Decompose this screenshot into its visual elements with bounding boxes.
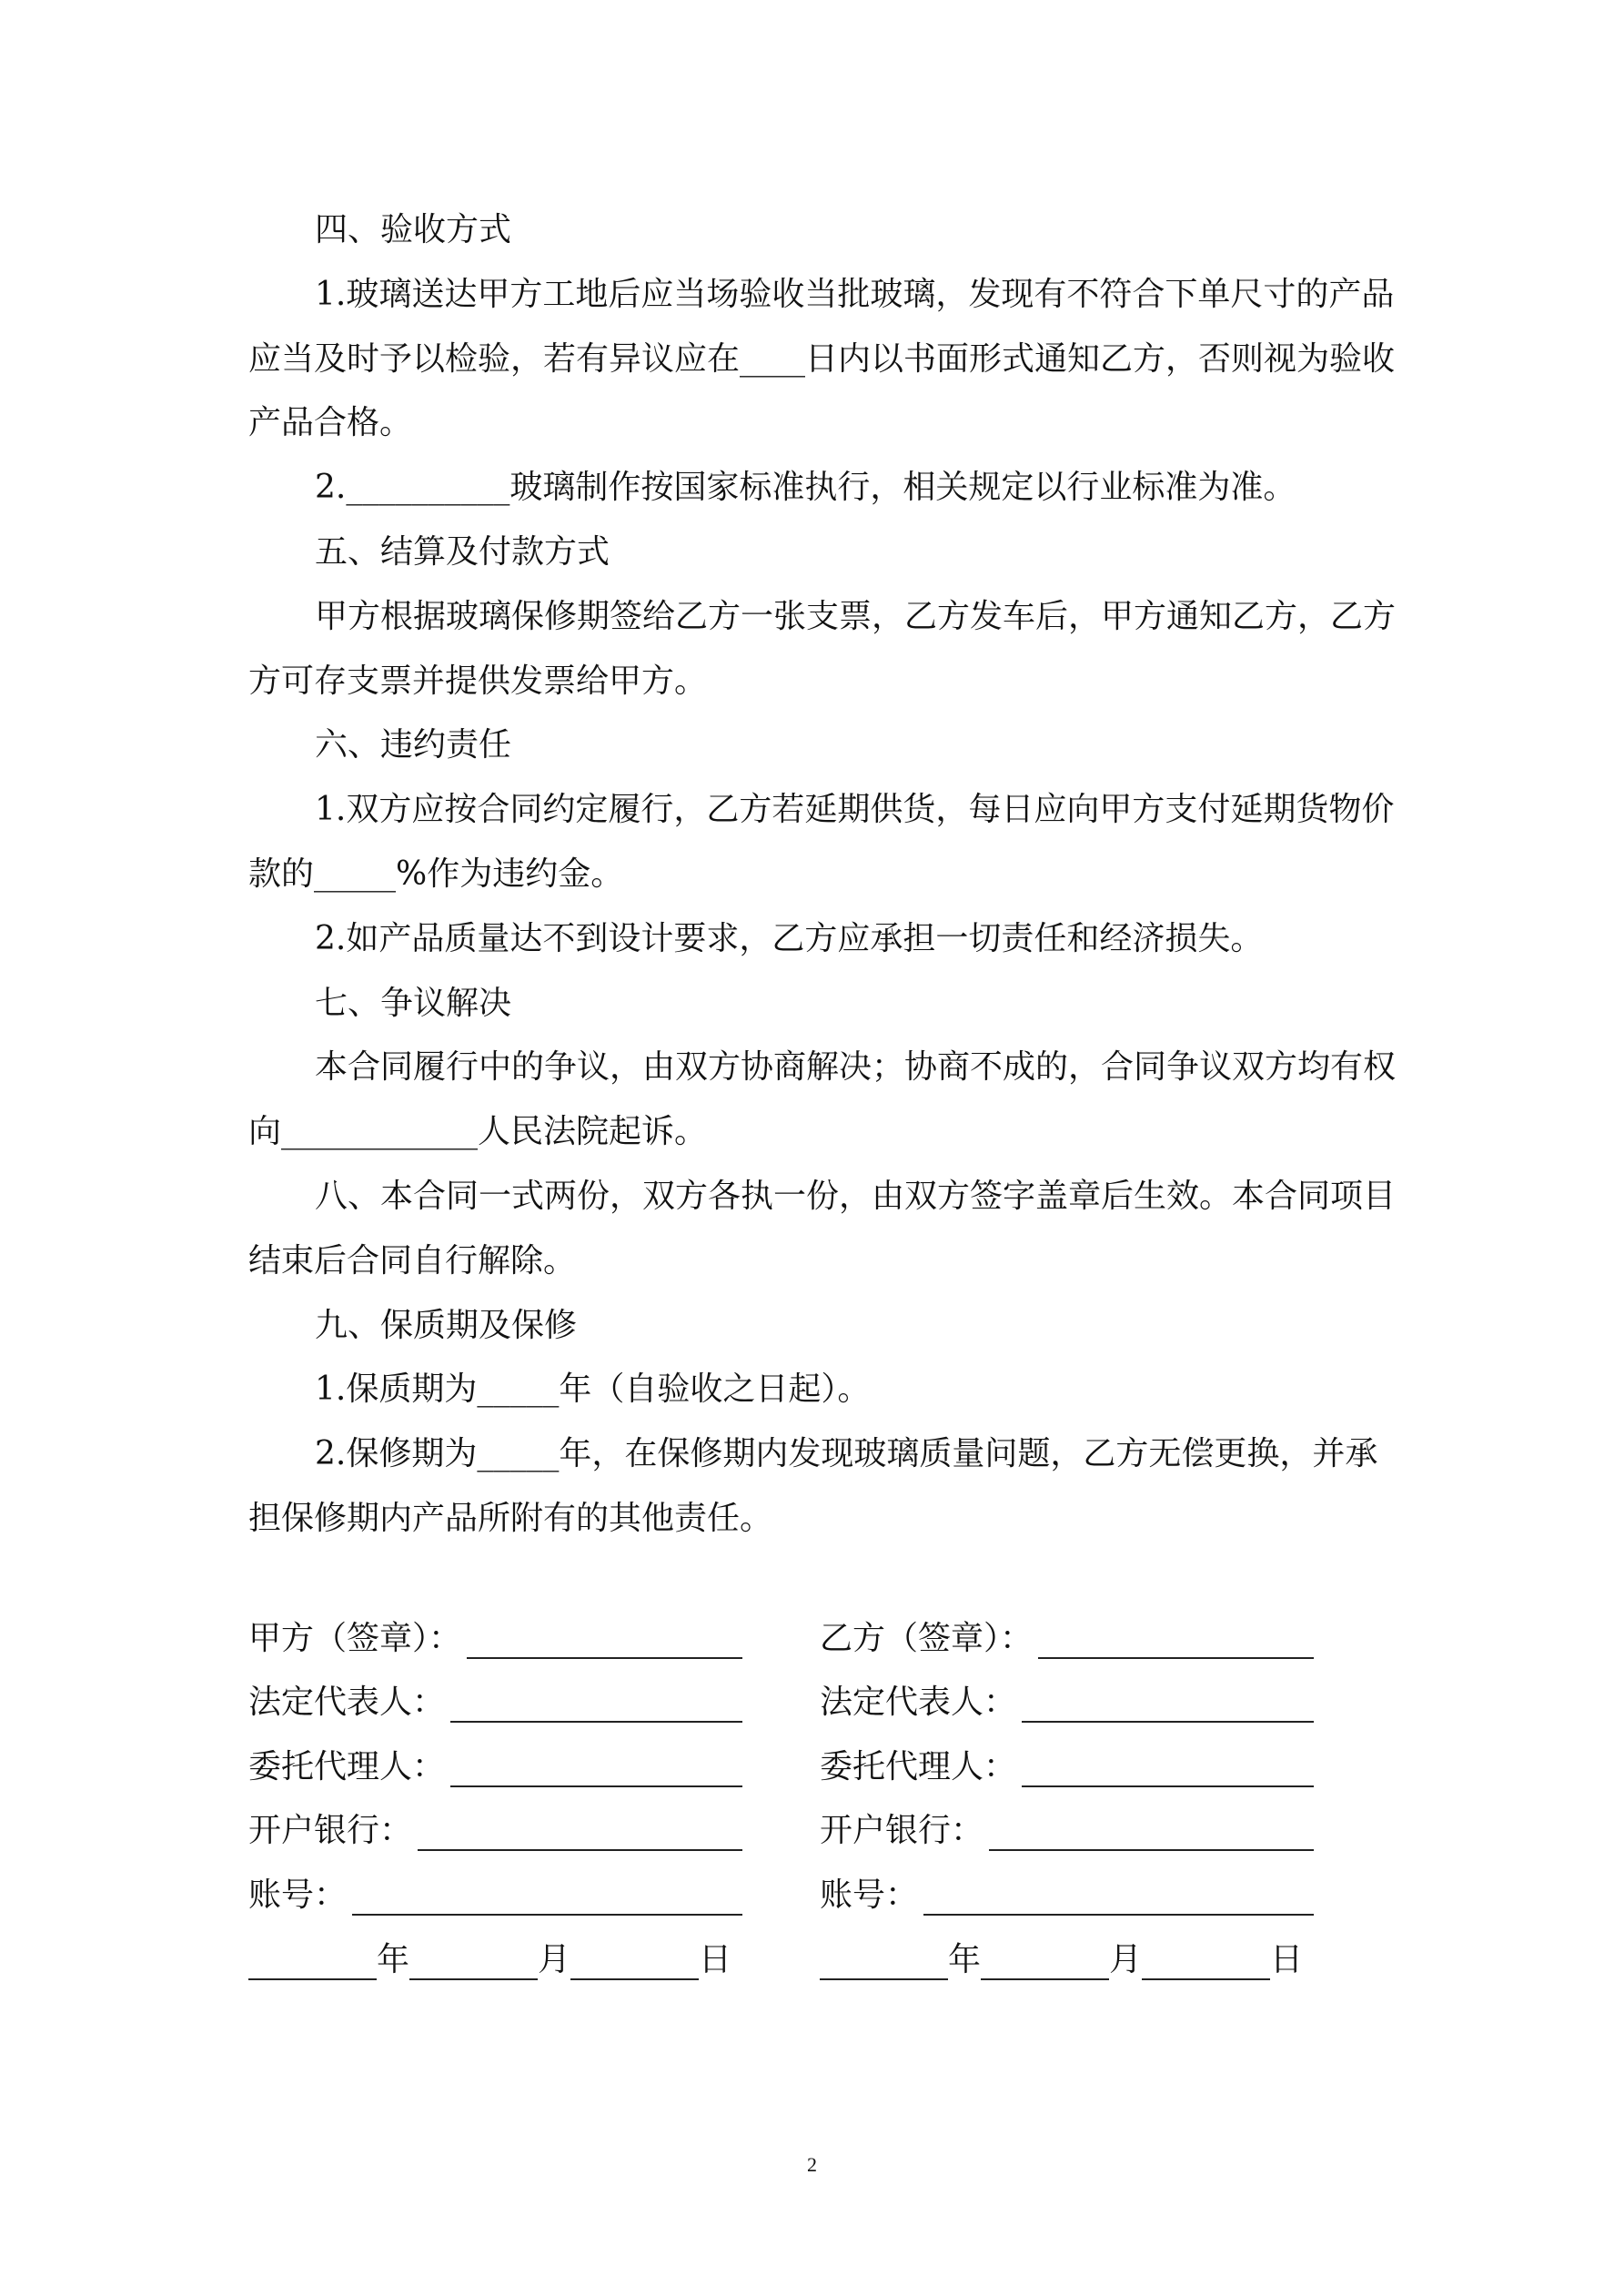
blank-line [923,1885,1314,1916]
party-b-date-row [820,1916,1314,1980]
year-label: 年 [377,1940,410,1978]
text-line: 结束后合同自行解除。 [248,1241,577,1279]
text-line: 本合同履行中的争议，由双方协商解决；协商不成的，合同争议双方均有权 [315,1048,1397,1087]
blank-line [1038,1628,1314,1659]
label: 委托代理人： [248,1747,446,1785]
day-label: 日 [1270,1940,1304,1978]
text-line: 八、本合同一式两份，双方各执一份，由双方签字盖章后生效。本合同项目 [315,1177,1397,1215]
text-line: 应当及时予以检验，若有异议应在____日内以书面形式通知乙方，否则视为验收 [248,339,1396,378]
party-b-agent-row [820,1723,1314,1787]
page-number: 2 [807,2153,817,2176]
blank-line [820,1949,948,1980]
party-a-seal-row [248,1594,742,1659]
month-label: 月 [1109,1940,1143,1978]
blank-line [467,1628,742,1659]
label: 开户银行： [820,1812,984,1850]
text-line: 方可存支票并提供发票给甲方。 [248,662,708,700]
label: 账号： [248,1876,348,1914]
label: 甲方（签章）： [248,1619,462,1657]
text-line: 九、保质期及保修 [315,1306,578,1344]
blank-line [450,1756,742,1787]
blank-line [352,1885,742,1916]
blank-line [418,1820,742,1851]
text-line: 1.玻璃送达甲方工地后应当场验收当批玻璃，发现有不符合下单尺寸的产品 [315,275,1395,313]
text-line: 五、结算及付款方式 [315,532,610,571]
blank-line [989,1820,1314,1851]
blank-line [1142,1949,1270,1980]
label: 法定代表人： [248,1684,446,1722]
party-a-date-row [248,1916,742,1980]
blank-line [450,1692,742,1723]
blank-line [570,1949,699,1980]
text-line: 1.双方应按合同约定履行，乙方若延期供货，每日应向甲方支付延期货物价 [315,791,1395,829]
text-line: 六、违约责任 [315,726,512,764]
label: 委托代理人： [820,1747,1017,1785]
day-label: 日 [699,1940,732,1978]
party-a-bank-row [248,1787,742,1852]
text-line: 款的_____%作为违约金。 [248,855,624,893]
text-line: 四、验收方式 [315,211,512,248]
text-line: 2.保修期为_____年，在保修期内发现玻璃质量问题，乙方无偿更换，并承 [315,1435,1378,1473]
label: 账号： [820,1876,919,1914]
month-label: 月 [538,1940,571,1978]
label: 开户银行： [248,1812,413,1850]
party-b-signature-block [820,1594,1314,1980]
text-line: 向____________人民法院起诉。 [248,1113,708,1151]
text-line: 产品合格。 [248,404,413,442]
party-a-account-row [248,1851,742,1916]
label: 法定代表人： [820,1684,1017,1722]
party-b-bank-row [820,1787,1314,1852]
contract-body [248,198,1397,1552]
party-b-account-row [820,1851,1314,1916]
text-line: 1.保质期为_____年（自验收之日起）。 [315,1371,871,1409]
blank-line [1022,1756,1314,1787]
blank-line [981,1949,1109,1980]
party-b-legal-rep-row [820,1659,1314,1724]
text-line: 2.__________玻璃制作按国家标准执行，相关规定以行业标准为准。 [315,469,1296,507]
text-line: 2.如产品质量达不到设计要求，乙方应承担一切责任和经济损失。 [315,919,1264,957]
party-b-seal-row [820,1594,1314,1659]
blank-line [248,1949,377,1980]
text-line: 七、争议解决 [315,984,512,1022]
text-line: 担保修期内产品所附有的其他责任。 [248,1499,773,1537]
party-a-agent-row [248,1723,742,1787]
label: 乙方（签章）： [820,1619,1034,1657]
blank-line [409,1949,538,1980]
year-label: 年 [948,1940,982,1978]
text-line: 甲方根据玻璃保修期签给乙方一张支票，乙方发车后，甲方通知乙方，乙方 [315,597,1397,635]
party-a-legal-rep-row [248,1659,742,1724]
blank-line [1022,1692,1314,1723]
party-a-signature-block [248,1594,742,1980]
